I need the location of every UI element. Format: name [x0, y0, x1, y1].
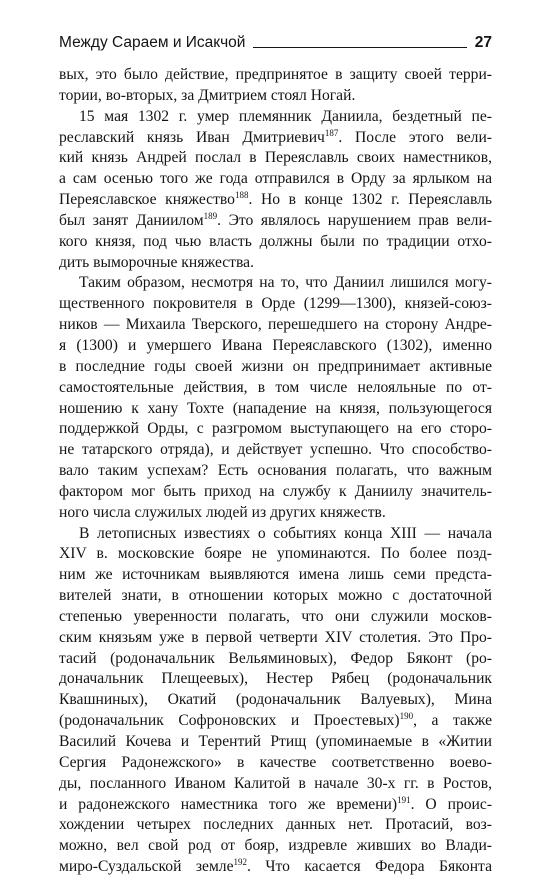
text-line	[59, 461, 492, 482]
text-line	[59, 774, 492, 795]
line-text: в последние годы своей жизни он предпринимает активные	[59, 357, 492, 375]
text-line	[59, 669, 492, 690]
text-line	[59, 649, 492, 670]
line-text: реславский князь Иван Дмитриевич	[59, 128, 325, 146]
text-line	[59, 795, 492, 816]
text-line	[59, 440, 492, 461]
footnote-ref: 188	[234, 189, 249, 200]
line-text: тории, во-вторых, за Дмитрием стоял Ногай.	[59, 86, 356, 104]
line-text: и радонежского наместника того же времени)	[59, 795, 398, 813]
text-line	[59, 836, 492, 857]
text-line	[59, 628, 492, 649]
line-text: поддержкой Орды, с разгромом выступающего на его сторо-	[59, 420, 492, 438]
text-line	[59, 378, 492, 399]
line-text: вых, это было действие, предпринятое в защиту своей терри-	[59, 66, 492, 83]
footnote-ref: 192	[233, 856, 248, 867]
text-line	[59, 399, 492, 420]
text-line	[59, 294, 492, 315]
text-line	[59, 503, 492, 524]
footnote-ref: 191	[397, 794, 411, 805]
line-text: Квашниных), Окатий (родоначальник Валуевых), Мина	[59, 691, 492, 709]
text-line	[59, 336, 492, 357]
text-line	[59, 482, 492, 503]
line-text: самостоятельные действия, в том числе нелояльные по от-	[59, 378, 492, 396]
header-rule	[253, 47, 466, 48]
line-text: ников — Михаила Тверского, перешедшего на сторону Андре-	[59, 316, 492, 334]
text-line	[59, 357, 492, 378]
line-text: Переяславское княжество	[59, 191, 235, 209]
page-number: 27	[474, 34, 492, 51]
line-text: я (1300) и умершего Ивана Переяславского (1302), именно	[59, 336, 492, 354]
text-line	[59, 711, 492, 732]
line-text: а сам осенью того же года отправился в Орду за ярлыком на	[59, 170, 492, 188]
line-text-continued: . О проис-	[410, 795, 493, 813]
line-text-continued: . После этого вели-	[338, 128, 492, 146]
line-text: (родоначальник Софроновских и Проестевых)	[59, 712, 400, 730]
text-line	[59, 815, 492, 836]
line-text-continued: . Но в конце 1302 г. Переяславль	[248, 191, 493, 209]
text-line	[59, 128, 492, 149]
line-text-continued: . Это являлось нарушением прав вели-	[217, 211, 492, 229]
text-line	[59, 315, 492, 336]
line-text: фактором мог быть приход на службу к Даниилу значитель-	[59, 482, 492, 500]
text-line	[59, 169, 492, 190]
line-text: ним же источникам выявляются имена лишь семи предста-	[59, 566, 492, 584]
text-line	[59, 211, 492, 232]
line-text: кого князя, под чью власть должны были по традиции отхо-	[59, 232, 492, 250]
line-text: не татарского отряда), и действует успешно. Что способство-	[59, 441, 492, 459]
line-text: кий князь Андрей послал в Переяславль своих наместников,	[59, 149, 492, 167]
text-line	[59, 607, 492, 628]
line-text: ного числа служилых людей из других княжеств.	[59, 503, 386, 521]
line-text: щественного покровителя в Орде (1299—1300), князей-союз-	[59, 295, 492, 313]
line-text: Василий Кочева и Терентий Ртищ (упоминаемые в «Житии	[59, 733, 492, 750]
book-page	[59, 30, 492, 878]
text-line	[59, 190, 492, 211]
line-text: миро-Суздальской земле	[59, 858, 234, 876]
line-text-continued: , а также	[413, 712, 492, 730]
line-text: ды, посланного Иваном Калитой в начале 30-х гг. в Ростов,	[59, 774, 492, 792]
line-text: вало таким успехам? Есть основания полагать, что важным	[59, 462, 492, 480]
line-text: был занят Даниилом	[59, 211, 204, 229]
line-text: ским князьям уже в первой четверти XIV столетия. Это Про-	[59, 628, 492, 646]
line-text: Сергия Радонежского» в качестве соответственно воево-	[59, 753, 492, 771]
line-text: 15 мая 1302 г. умер племянник Даниила, бездетный пе-	[79, 107, 492, 125]
line-text: Таким образом, несмотря на то, что Даниил лишился могу-	[79, 274, 492, 292]
line-text: тасий (родоначальник Вельяминовых), Федор Бяконт (ро-	[59, 649, 492, 667]
text-line	[59, 565, 492, 586]
text-line	[59, 148, 492, 169]
line-text: дить выморочные княжества.	[59, 253, 254, 271]
text-line	[59, 419, 492, 440]
line-text: хождении четырех последних данных нет. Протасий, воз-	[59, 816, 492, 834]
footnote-ref: 187	[324, 127, 339, 138]
text-line	[59, 753, 492, 774]
text-line	[59, 86, 492, 107]
footnote-ref: 190	[399, 710, 414, 721]
text-line	[59, 857, 492, 878]
text-line	[59, 232, 492, 253]
text-line	[59, 253, 492, 274]
line-text: ношению к хану Тохте (нападение на князя, пользующегося	[59, 399, 492, 417]
line-text: степенью уверенности полагать, что они служили москов-	[59, 607, 492, 625]
text-line	[59, 107, 492, 128]
text-line	[59, 690, 492, 711]
text-line	[59, 65, 492, 86]
footnote-ref: 189	[203, 210, 218, 221]
line-text: доначальник Плещеевых), Нестер Рябец (родоначальник	[59, 670, 492, 688]
line-text: XIV в. московские бояре не упоминаются. По более позд-	[59, 545, 492, 563]
line-text: можно, вел свой род от бояр, издревле живших во Влади-	[59, 837, 492, 855]
running-title: Между Сараем и Исакчой	[59, 34, 246, 51]
running-header	[59, 30, 492, 52]
text-line	[59, 544, 492, 565]
body-text	[59, 65, 492, 878]
text-line	[59, 273, 492, 294]
text-line	[59, 586, 492, 607]
text-line	[59, 524, 492, 545]
text-line	[59, 732, 492, 753]
line-text: В летописных известиях о событиях конца XIII — начала	[79, 524, 492, 542]
line-text-continued: . Что касается Федора Бяконта	[247, 858, 492, 876]
line-text: вителей знати, в отношении которых можно с достаточной	[59, 587, 492, 605]
